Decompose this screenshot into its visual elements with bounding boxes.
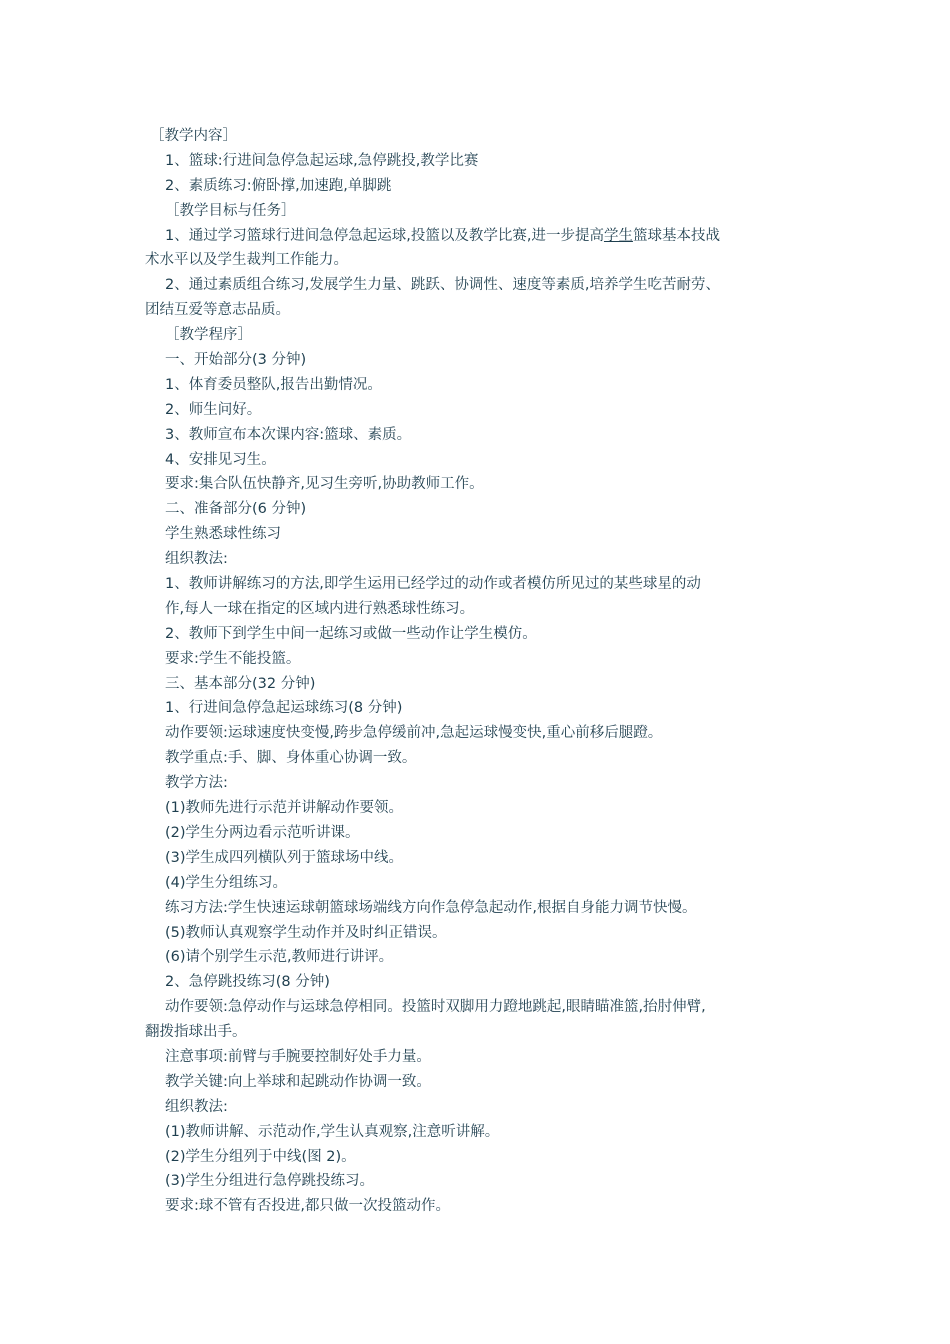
text-line: 学生熟悉球性练习 — [165, 526, 281, 543]
text-line: (2)学生分两边看示范听讲课。 — [165, 824, 360, 841]
subsection-heading: 二、准备部分(6 分钟) — [165, 501, 307, 518]
text-line: (1)教师先进行示范并讲解动作要领。 — [165, 800, 404, 817]
text-line: (4)学生分组练习。 — [165, 874, 288, 891]
text-line: 术水平以及学生裁判工作能力。 — [145, 252, 348, 269]
text-line: 1、行进间急停急起运球练习(8 分钟) — [165, 700, 403, 717]
text-line: 1、体育委员整队,报告出勤情况。 — [165, 376, 382, 393]
text-line: 2、急停跳投练习(8 分钟) — [165, 974, 330, 991]
text-line: 2、通过素质组合练习,发展学生力量、跳跃、协调性、速度等素质,培养学生吃苦耐劳、 — [165, 277, 720, 294]
text-line: 教学方法: — [165, 775, 228, 792]
text-span: 篮球基本技战 — [632, 227, 720, 244]
text-line: (3)学生分组进行急停跳投练习。 — [165, 1173, 375, 1190]
text-line: 1、篮球:行进间急停急起运球,急停跳投,教学比赛 — [165, 152, 479, 169]
text-line: 1、教师讲解练习的方法,即学生运用已经学过的动作或者模仿所见过的某些球星的动 — [165, 576, 701, 593]
subsection-heading: 三、基本部分(32 分钟) — [165, 675, 316, 692]
text-line: 教学关键:向上举球和起跳动作协调一致。 — [165, 1073, 431, 1090]
text-span: 1、通过学习篮球行进间急停急起运球,投篮以及教学比赛,进一步提高 — [165, 227, 604, 244]
text-line: 组织教法: — [165, 1098, 228, 1115]
text-line: 翻拨指球出手。 — [145, 1024, 247, 1041]
text-line: 注意事项:前臂与手腕要控制好处手力量。 — [165, 1048, 431, 1065]
subsection-heading: 一、开始部分(3 分钟) — [165, 352, 307, 369]
text-line: 练习方法:学生快速运球朝篮球场端线方向作急停急起动作,根据自身能力调节快慢。 — [165, 899, 697, 916]
text-line: (3)学生成四列横队列于篮球场中线。 — [165, 849, 404, 866]
text-line: (6)请个别学生示范,教师进行讲评。 — [165, 949, 394, 966]
text-line — [145, 224, 810, 249]
text-line: (5)教师认真观察学生动作并及时纠正错误。 — [165, 924, 447, 941]
document-body — [145, 124, 810, 1219]
text-line: 2、师生问好。 — [165, 401, 262, 418]
section-heading: ［教学目标与任务］ — [165, 202, 296, 219]
text-line: (1)教师讲解、示范动作,学生认真观察,注意听讲解。 — [165, 1123, 500, 1140]
text-line: 4、安排见习生。 — [165, 451, 276, 468]
text-line: 2、素质练习:俯卧撑,加速跑,单脚跳 — [165, 177, 392, 194]
text-line: 团结互爱等意志品质。 — [145, 302, 290, 319]
text-line: 组织教法: — [165, 551, 228, 568]
text-line: 2、教师下到学生中间一起练习或做一些动作让学生模仿。 — [165, 625, 537, 642]
text-line: 要求:集合队伍快静齐,见习生旁听,协助教师工作。 — [165, 476, 484, 493]
text-line: 动作要领:急停动作与运球急停相同。投篮时双脚用力蹬地跳起,眼睛瞄准篮,抬肘伸臂, — [165, 999, 706, 1016]
text-line: 要求:学生不能投篮。 — [165, 650, 301, 667]
student-link[interactable]: 学生 — [603, 227, 633, 244]
text-line: 要求:球不管有否投进,都只做一次投篮动作。 — [165, 1198, 450, 1215]
text-line: (2)学生分组列于中线(图 2)。 — [165, 1148, 356, 1165]
section-heading: ［教学内容］ — [150, 128, 237, 144]
text-line: 3、教师宣布本次课内容:篮球、素质。 — [165, 426, 412, 443]
text-line: 动作要领:运球速度快变慢,跨步急停缓前冲,急起运球慢变快,重心前移后腿蹬。 — [165, 725, 663, 742]
text-line: 教学重点:手、脚、身体重心协调一致。 — [165, 750, 417, 767]
section-heading: ［教学程序］ — [165, 327, 252, 344]
text-line: 作,每人一球在指定的区域内进行熟悉球性练习。 — [165, 600, 475, 617]
